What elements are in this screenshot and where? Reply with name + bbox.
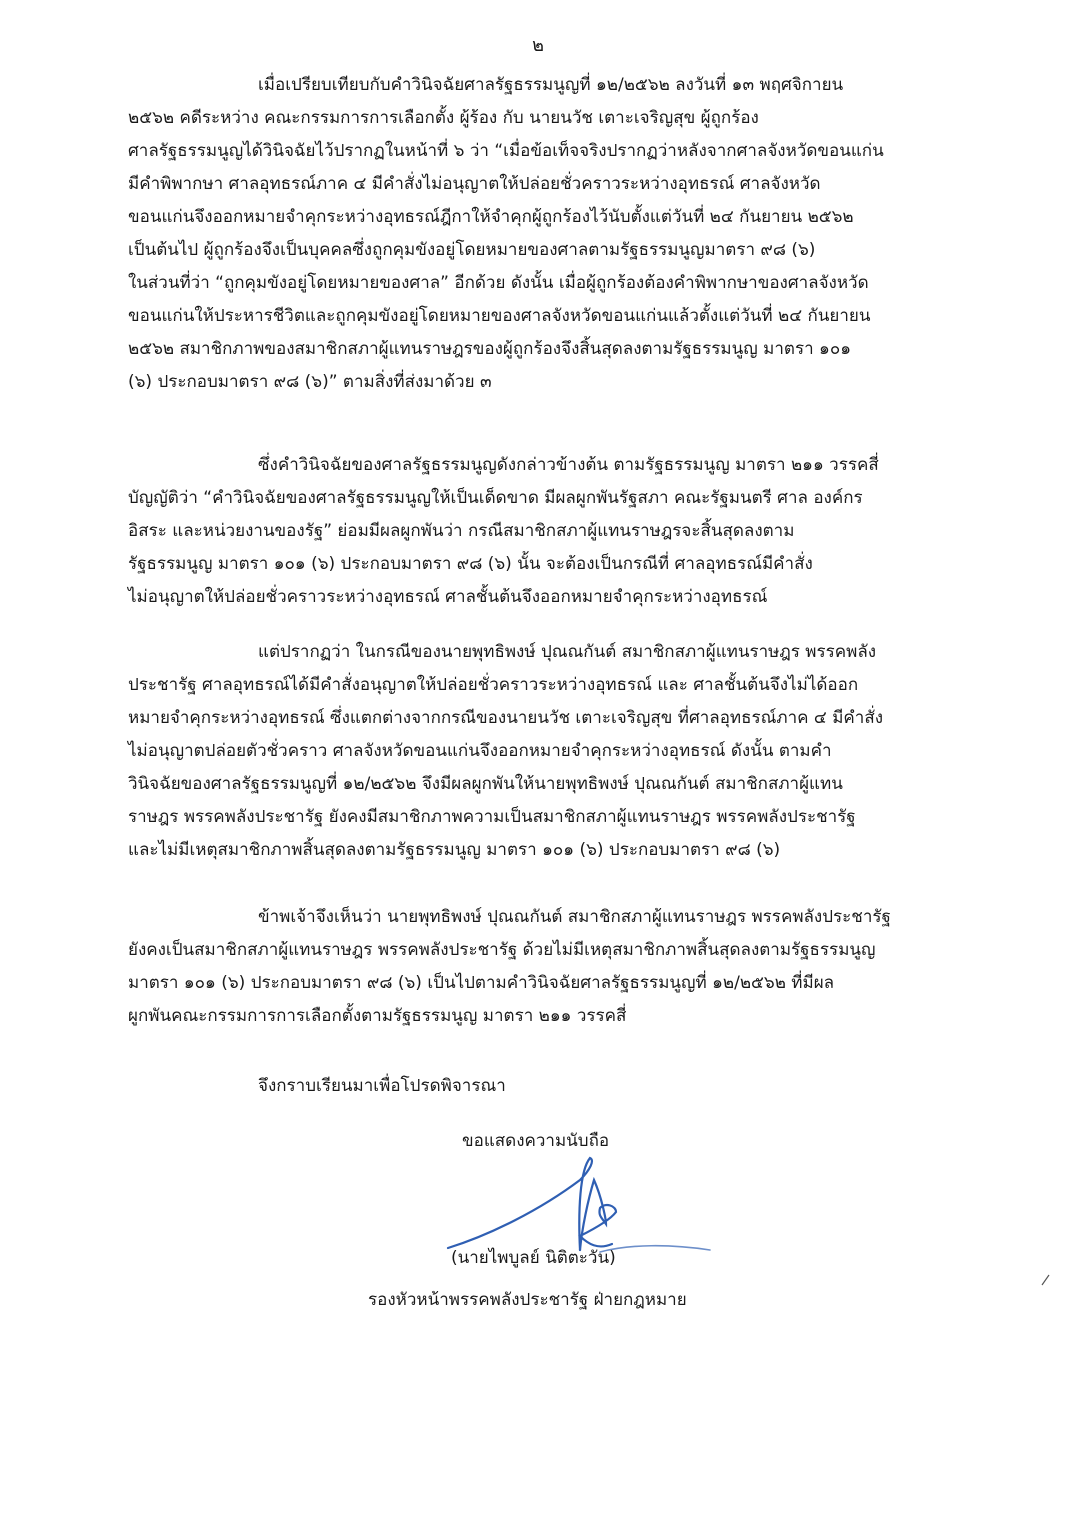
paragraph-line: ๒๕๖๒ สมาชิกภาพของสมาชิกสภาผู้แทนราษฎรของผู้ถูกร้องจึงสิ้นสุดลงตามรัฐธรรมนูญ มาตรา ๑๐๑ xyxy=(128,339,851,359)
signer-name: (นายไพบูลย์ นิติตะวัน) xyxy=(451,1248,616,1268)
stray-mark-icon xyxy=(1040,1273,1052,1287)
paragraph-line: ในส่วนที่ว่า “ถูกคุมขังอยู่โดยหมายของศาล” อีกด้วย ดังนั้น เมื่อผู้ถูกร้องต้องคำพิพากษาของศาลจังหวัด xyxy=(128,273,869,293)
paragraph-line: รัฐธรรมนูญ มาตรา ๑๐๑ (๖) ประกอบมาตรา ๙๘ (๖) นั้น จะต้องเป็นกรณีที่ ศาลอุทธรณ์มีคำสั่ง xyxy=(128,554,813,574)
paragraph-line: ขอนแก่นจึงออกหมายจำคุกระหว่างอุทธรณ์ฎีกาให้จำคุกผู้ถูกร้องไว้นับตั้งแต่วันที่ ๒๔ กันยายน ๒๕๖๒ xyxy=(128,207,854,227)
handwritten-signature xyxy=(430,1140,750,1260)
paragraph-line: เมื่อเปรียบเทียบกับคำวินิจฉัยศาลรัฐธรรมนูญที่ ๑๒/๒๕๖๒ ลงวันที่ ๑๓ พฤศจิกายน xyxy=(258,75,844,95)
page-number: ๒ xyxy=(532,35,544,56)
paragraph-line: ๒๕๖๒ คดีระหว่าง คณะกรรมการการเลือกตั้ง ผู้ร้อง กับ นายนวัช เตาะเจริญสุข ผู้ถูกร้อง xyxy=(128,108,759,128)
paragraph-line: ข้าพเจ้าจึงเห็นว่า นายพุทธิพงษ์ ปุณณกันต์ สมาชิกสภาผู้แทนราษฎร พรรคพลังประชารัฐ xyxy=(258,907,891,927)
paragraph-line: วินิจฉัยของศาลรัฐธรรมนูญที่ ๑๒/๒๕๖๒ จึงมีผลผูกพันให้นายพุทธิพงษ์ ปุณณกันต์ สมาชิกสภาผู้แทน xyxy=(128,774,843,794)
paragraph-line: บัญญัติว่า “คำวินิจฉัยของศาลรัฐธรรมนูญให้เป็นเด็ดขาด มีผลผูกพันรัฐสภา คณะรัฐมนตรี ศาล องค์กร xyxy=(128,488,863,508)
paragraph-line: ศาลรัฐธรรมนูญได้วินิจฉัยไว้ปรากฏในหน้าที่ ๖ ว่า “เมื่อข้อเท็จจริงปรากฏว่าหลังจากศาลจังหวัดขอนแก่น xyxy=(128,141,884,161)
paragraph-line: เป็นต้นไป ผู้ถูกร้องจึงเป็นบุคคลซึ่งถูกคุมขังอยู่โดยหมายของศาลตามรัฐธรรมนูญมาตรา ๙๘ (๖) xyxy=(128,240,816,260)
paragraph-line: (๖) ประกอบมาตรา ๙๘ (๖)” ตามสิ่งที่ส่งมาด้วย ๓ xyxy=(128,372,492,392)
paragraph-line: ยังคงเป็นสมาชิกสภาผู้แทนราษฎร พรรคพลังประชารัฐ ด้วยไม่มีเหตุสมาชิกภาพสิ้นสุดลงตามรัฐธรรมนูญ xyxy=(128,940,876,960)
paragraph-line: ประชารัฐ ศาลอุทธรณ์ได้มีคำสั่งอนุญาตให้ปล่อยชั่วคราวระหว่างอุทธรณ์ และ ศาลชั้นต้นจึงไม่ได้ออก xyxy=(128,675,859,695)
closing-regards: ขอแสดงความนับถือ xyxy=(462,1131,610,1151)
paragraph-line: ไม่อนุญาตปล่อยตัวชั่วคราว ศาลจังหวัดขอนแก่นจึงออกหมายจำคุกระหว่างอุทธรณ์ ดังนั้น ตามคำ xyxy=(128,741,832,761)
paragraph-line: มาตรา ๑๐๑ (๖) ประกอบมาตรา ๙๘ (๖) เป็นไปตามคำวินิจฉัยศาลรัฐธรรมนูญที่ ๑๒/๒๕๖๒ ที่มีผล xyxy=(128,973,835,993)
paragraph-line: และไม่มีเหตุสมาชิกภาพสิ้นสุดลงตามรัฐธรรมนูญ มาตรา ๑๐๑ (๖) ประกอบมาตรา ๙๘ (๖) xyxy=(128,840,781,860)
paragraph-line: แต่ปรากฏว่า ในกรณีของนายพุทธิพงษ์ ปุณณกันต์ สมาชิกสภาผู้แทนราษฎร พรรคพลัง xyxy=(258,642,877,662)
paragraph-line: มีคำพิพากษา ศาลอุทธรณ์ภาค ๔ มีคำสั่งไม่อนุญาตให้ปล่อยชั่วคราวระหว่างอุทธรณ์ ศาลจังหวัด xyxy=(128,174,821,194)
paragraph-line: ขอนแก่นให้ประหารชีวิตและถูกคุมขังอยู่โดยหมายของศาลจังหวัดขอนแก่นแล้วตั้งแต่วันที่ ๒๔ กันยายน xyxy=(128,306,871,326)
signer-title: รองหัวหน้าพรรคพลังประชารัฐ ฝ่ายกฎหมาย xyxy=(368,1290,687,1310)
paragraph-line: ซึ่งคำวินิจฉัยของศาลรัฐธรรมนูญดังกล่าวข้างต้น ตามรัฐธรรมนูญ มาตรา ๒๑๑ วรรคสี่ xyxy=(258,455,879,475)
closing-request: จึงกราบเรียนมาเพื่อโปรดพิจารณา xyxy=(258,1076,506,1096)
paragraph-line: ผูกพันคณะกรรมการการเลือกตั้งตามรัฐธรรมนูญ มาตรา ๒๑๑ วรรคสี่ xyxy=(128,1006,627,1026)
paragraph-line: ไม่อนุญาตให้ปล่อยชั่วคราวระหว่างอุทธรณ์ ศาลชั้นต้นจึงออกหมายจำคุกระหว่างอุทธรณ์ xyxy=(128,587,768,607)
paragraph-line: หมายจำคุกระหว่างอุทธรณ์ ซึ่งแตกต่างจากกรณีของนายนวัช เตาะเจริญสุข ที่ศาลอุทธรณ์ภาค ๔ มีคำสั่ง xyxy=(128,708,883,728)
paragraph-line: อิสระ และหน่วยงานของรัฐ” ย่อมมีผลผูกพันว่า กรณีสมาชิกสภาผู้แทนราษฎรจะสิ้นสุดลงตาม xyxy=(128,521,795,541)
paragraph-line: ราษฎร พรรคพลังประชารัฐ ยังคงมีสมาชิกภาพความเป็นสมาชิกสภาผู้แทนราษฎร พรรคพลังประชารัฐ xyxy=(128,807,856,827)
